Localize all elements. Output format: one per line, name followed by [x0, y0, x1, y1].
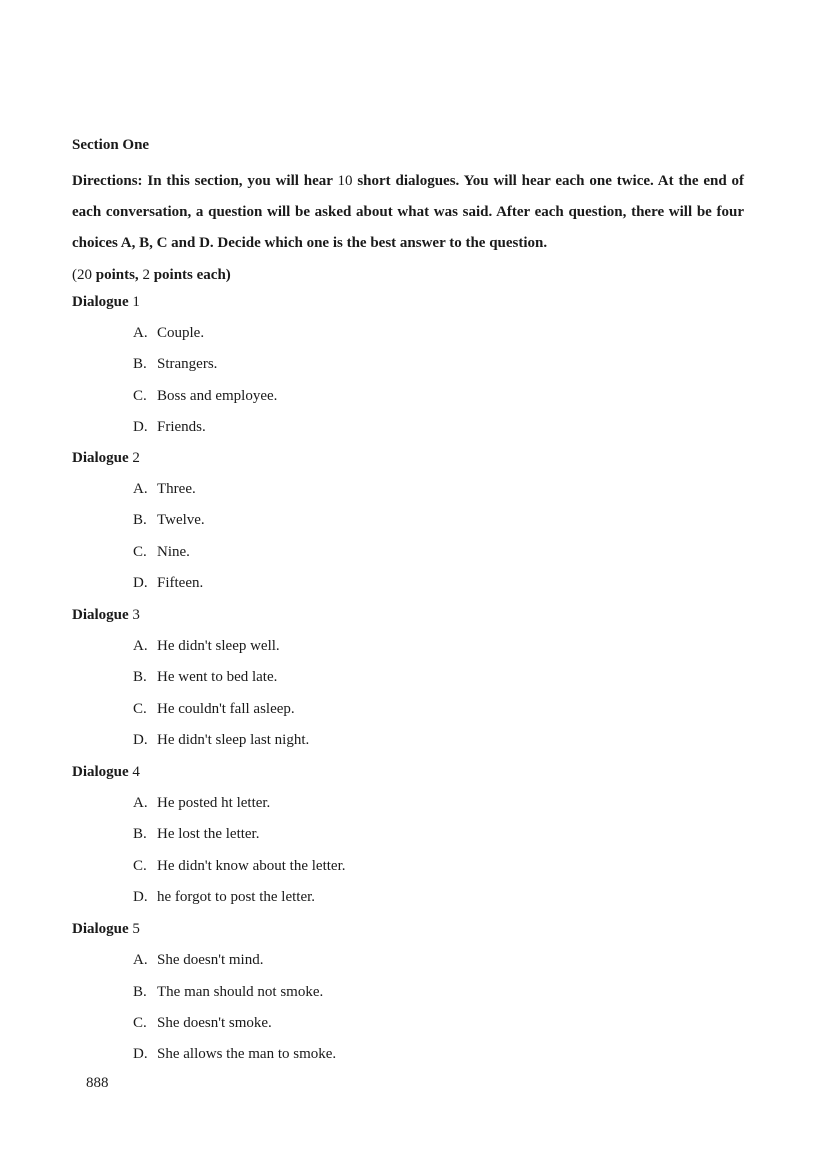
points-text: points,: [92, 266, 143, 283]
option-text: She doesn't mind.: [157, 952, 264, 968]
option-text: He didn't sleep last night.: [157, 732, 310, 748]
points-each: 2: [142, 266, 150, 283]
dialogue-label: Dialogue: [72, 450, 129, 466]
option-text: Three.: [157, 481, 196, 497]
dialogue-heading: [72, 605, 140, 625]
option-text: He couldn't fall asleep.: [157, 701, 295, 717]
option-letter: B.: [133, 984, 147, 1000]
answer-option: [133, 1013, 272, 1033]
page-number: 888: [86, 1075, 109, 1091]
dialogue-label: Dialogue: [72, 607, 129, 623]
dialogue-number: 2: [132, 450, 140, 466]
dialogue-number: 1: [132, 294, 140, 310]
dialogue-heading: [72, 448, 140, 468]
option-letter: A.: [133, 481, 148, 497]
answer-option: [133, 354, 217, 374]
dialogue-label: Dialogue: [72, 921, 129, 937]
directions-paragraph: [72, 166, 744, 291]
answer-option: [133, 479, 196, 499]
option-text: he forgot to post the letter.: [157, 889, 316, 905]
option-letter: D.: [133, 889, 148, 905]
option-letter: C.: [133, 388, 147, 404]
answer-option: [133, 667, 277, 687]
answer-option: [133, 730, 309, 750]
option-letter: A.: [133, 638, 148, 654]
answer-option: [133, 636, 280, 656]
option-letter: D.: [133, 575, 148, 591]
answer-option: [133, 793, 270, 813]
dialogue-heading: [72, 762, 140, 782]
option-letter: C.: [133, 544, 147, 560]
option-text: The man should not smoke.: [157, 984, 324, 1000]
option-letter: C.: [133, 858, 147, 874]
option-text: Friends.: [157, 419, 206, 435]
option-text: Nine.: [157, 544, 190, 560]
option-text: He went to bed late.: [157, 669, 278, 685]
answer-option: [133, 824, 259, 844]
answer-option: [133, 323, 204, 343]
option-text: Strangers.: [157, 356, 218, 372]
answer-option: [133, 699, 295, 719]
option-letter: A.: [133, 795, 148, 811]
dialogue-heading: [72, 292, 140, 312]
answer-option: [133, 856, 346, 876]
option-letter: B.: [133, 669, 147, 685]
answer-option: [133, 1044, 336, 1064]
answer-option: [133, 510, 205, 530]
option-letter: D.: [133, 732, 148, 748]
option-text: Twelve.: [157, 512, 205, 528]
option-text: He didn't sleep well.: [157, 638, 280, 654]
option-text: He lost the letter.: [157, 826, 260, 842]
option-text: Boss and employee.: [157, 388, 278, 404]
directions-label: Directions:: [72, 173, 143, 189]
option-letter: B.: [133, 512, 147, 528]
answer-option: [133, 887, 315, 907]
option-letter: D.: [133, 1046, 148, 1062]
dialogue-label: Dialogue: [72, 294, 129, 310]
dialogue-count: 10: [337, 173, 353, 189]
answer-option: [133, 386, 277, 406]
dialogue-number: 3: [132, 607, 140, 623]
option-letter: C.: [133, 701, 147, 717]
option-letter: A.: [133, 325, 148, 341]
dialogue-label: Dialogue: [72, 764, 129, 780]
option-text: He posted ht letter.: [157, 795, 271, 811]
directions-text-1: In this section, you will hear: [147, 173, 338, 189]
option-letter: C.: [133, 1015, 147, 1031]
option-text: She doesn't smoke.: [157, 1015, 272, 1031]
dialogue-number: 4: [132, 764, 140, 780]
answer-option: [133, 542, 190, 562]
option-text: Couple.: [157, 325, 205, 341]
option-letter: D.: [133, 419, 148, 435]
answer-option: [133, 573, 203, 593]
dialogue-number: 5: [132, 921, 140, 937]
points-open: (: [72, 266, 77, 283]
option-letter: B.: [133, 826, 147, 842]
option-text: She allows the man to smoke.: [157, 1046, 337, 1062]
answer-option: [133, 950, 263, 970]
option-text: He didn't know about the letter.: [157, 858, 346, 874]
option-text: Fifteen.: [157, 575, 204, 591]
option-letter: B.: [133, 356, 147, 372]
option-letter: A.: [133, 952, 148, 968]
section-title: Section One: [72, 137, 150, 153]
dialogue-heading: [72, 919, 140, 939]
answer-option: [133, 982, 323, 1002]
points-total: 20: [77, 266, 92, 283]
points-each-text: points each): [149, 266, 231, 283]
answer-option: [133, 417, 206, 437]
directions-text-2: short dialogues. You will hear each one twice. At the end of each conversation, a question will be asked about what was said. After each question, there will be four choices A, B, C and D. Decide which one is the best answer to the question.: [72, 173, 745, 252]
